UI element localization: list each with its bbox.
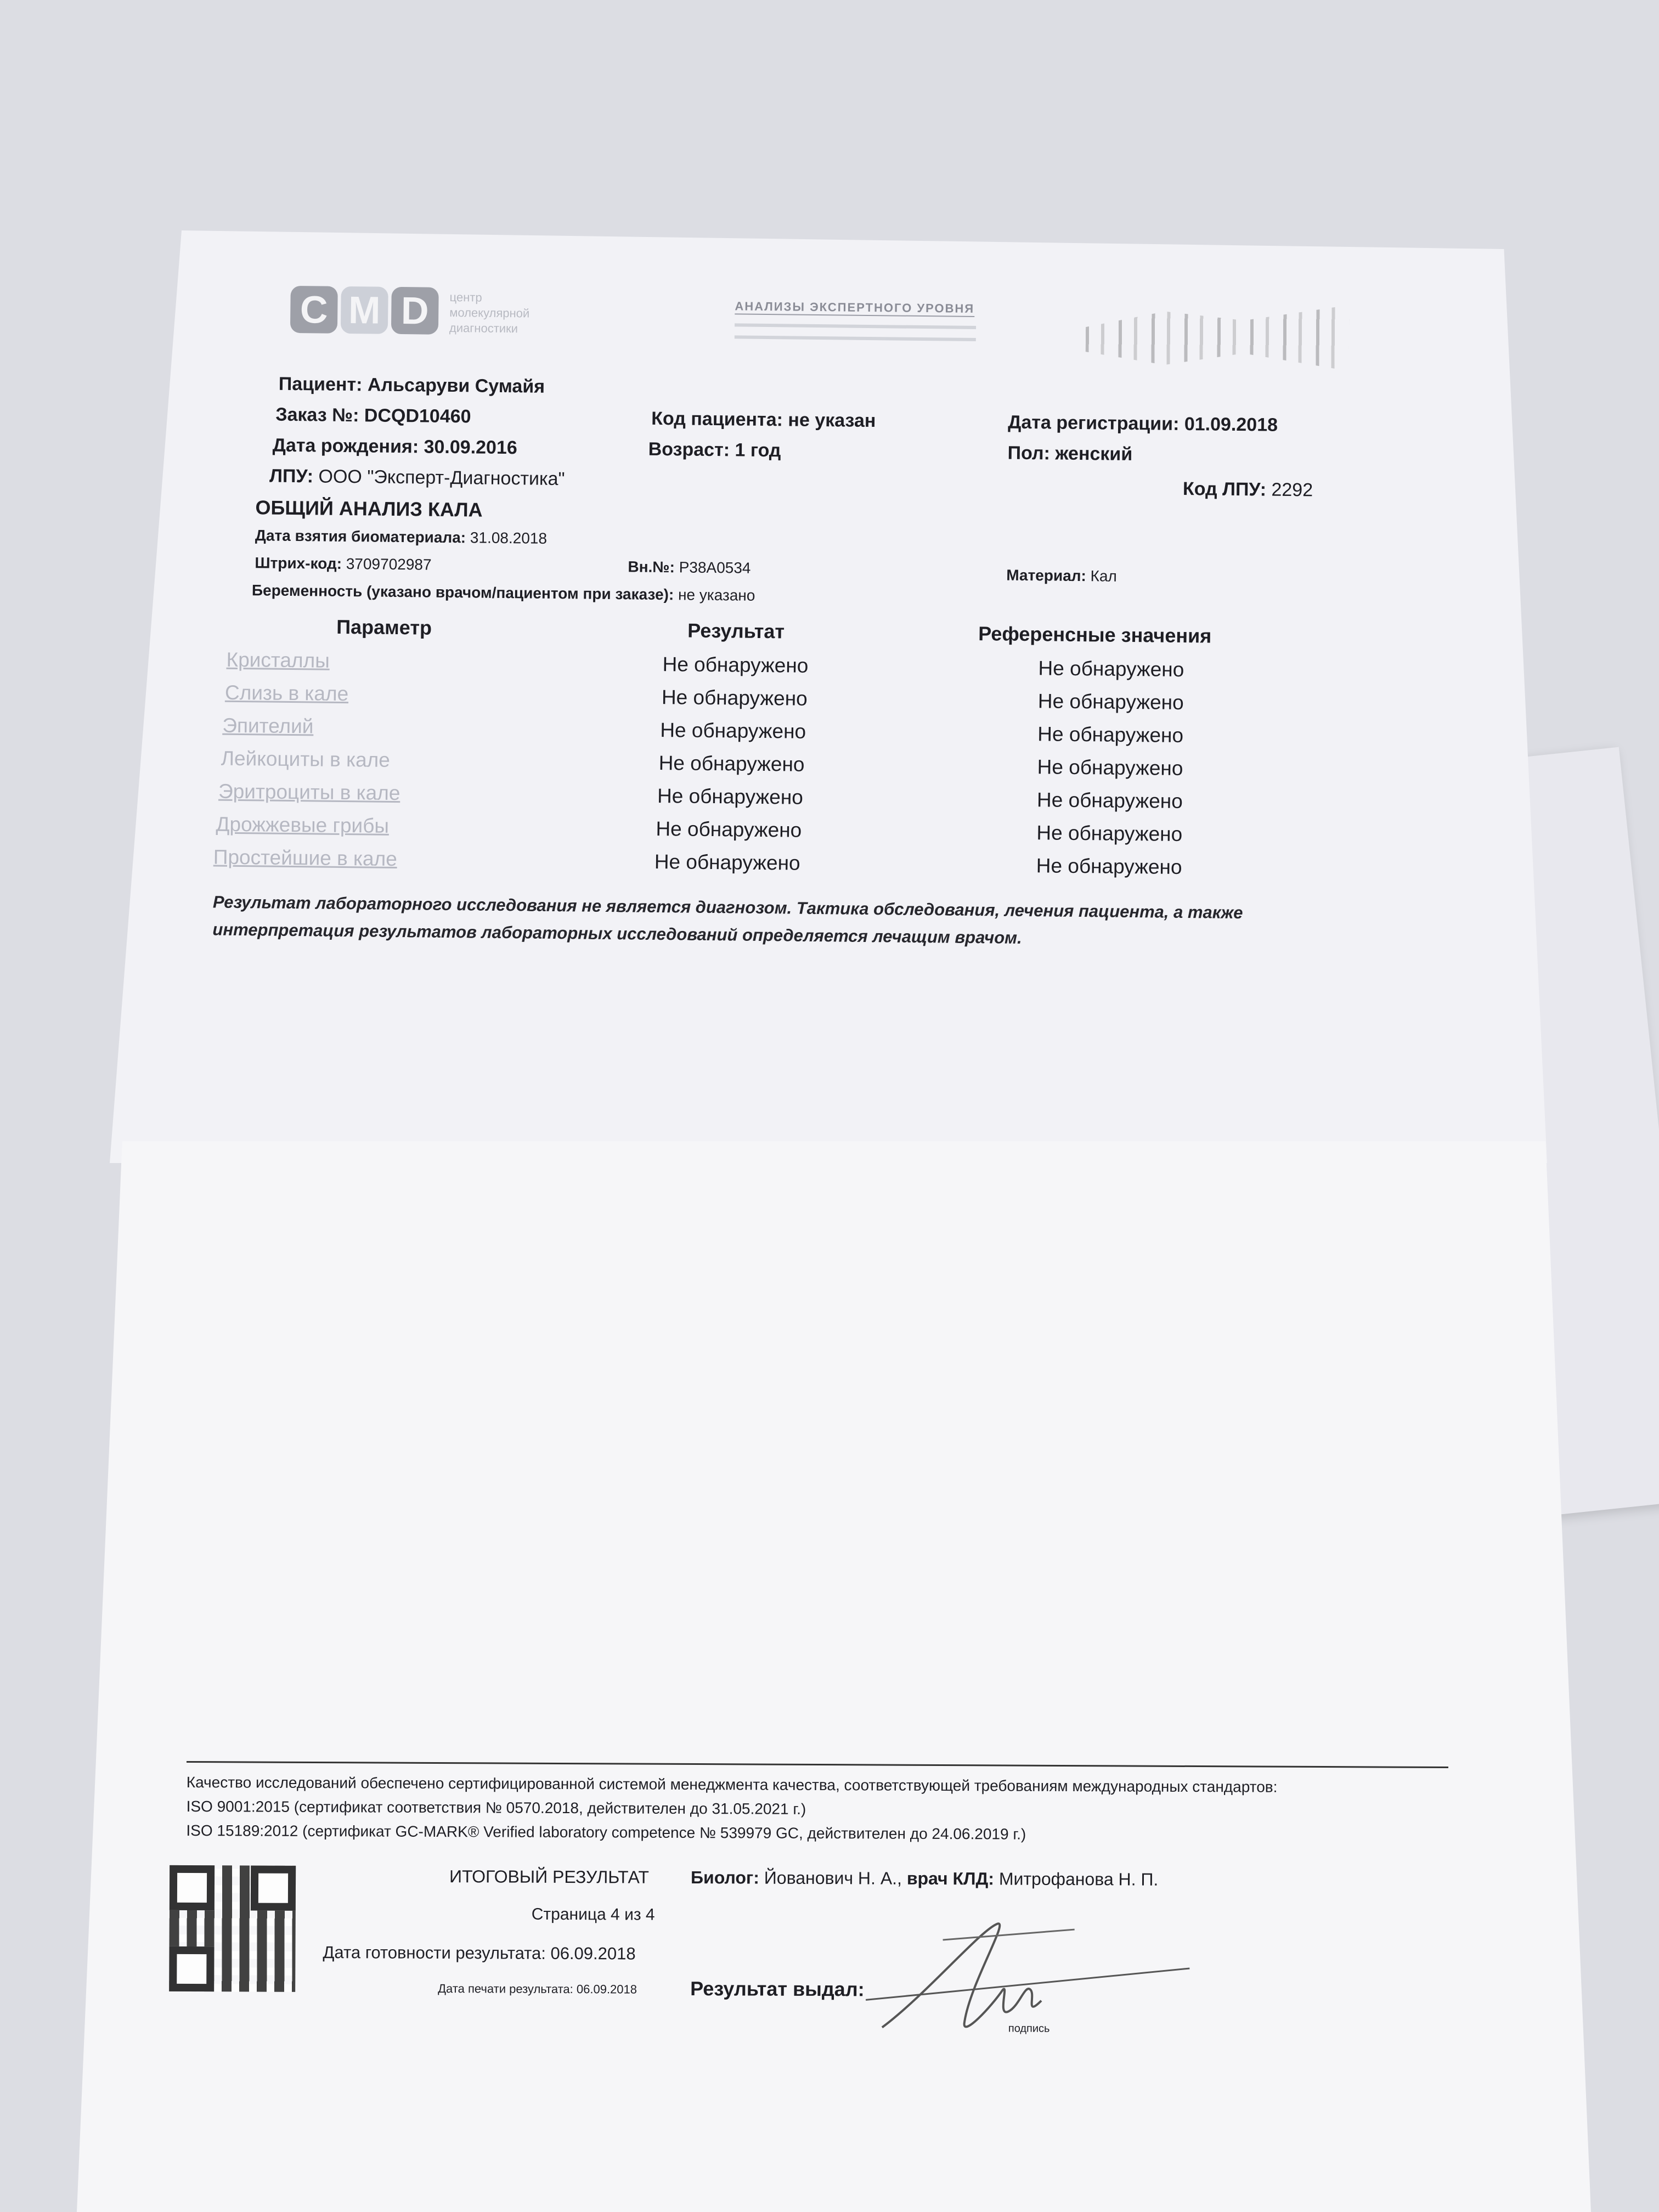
label: Дата рождения: — [272, 435, 419, 458]
reference-value: Не обнаружено — [1038, 657, 1184, 681]
result-value: Не обнаружено — [662, 653, 809, 677]
quality-statement: Качество исследований обеспечено сертифицированной системой менеджмента качества, соответствующей требованиям международных стандартов: — [186, 1773, 1278, 1796]
signature-underline — [866, 1967, 1189, 2001]
qr-code — [169, 1865, 296, 1992]
print-date: Дата печати результата: 06.09.2018 — [438, 1982, 637, 1996]
reference-value: Не обнаружено — [1036, 821, 1183, 846]
column-header: Результат — [687, 619, 785, 643]
label: Код пациента: — [651, 408, 783, 431]
biologist-name: Йованович Н. А., — [764, 1867, 902, 1888]
internal-number: P38A0534 — [679, 558, 751, 577]
doctor-name: Митрофанова Н. П. — [998, 1869, 1159, 1889]
label: Биолог: — [691, 1867, 760, 1888]
lpu-name: ООО "Эксперт-Диагностика" — [318, 466, 565, 490]
cmd-logo — [290, 286, 439, 335]
logo-subtitle: центр молекулярной диагностики — [449, 290, 530, 336]
result-value: Не обнаружено — [656, 817, 802, 842]
sex: женский — [1055, 443, 1133, 465]
label: Пациент: — [278, 373, 363, 396]
material: Кал — [1090, 567, 1118, 585]
note-line: Результат лабораторного исследования не является диагнозом. Тактика обследования, лечения пациента, а также — [212, 892, 1243, 923]
iso-9001-line: ISO 9001:2015 (сертификат соответствия № 0570.2018, действителен до 31.05.2021 г.) — [186, 1797, 806, 1818]
page-number: Страница 4 из 4 — [531, 1905, 655, 1924]
logo-letter: C — [290, 286, 338, 334]
pregnancy-status: не указано — [678, 586, 755, 604]
parameter-link[interactable]: Эритроциты в кале — [218, 780, 400, 805]
patient-name: Альсаруви Сумайя — [367, 374, 545, 397]
logo-letter: D — [391, 287, 439, 335]
results-table — [213, 648, 1466, 891]
parameter-link[interactable]: Эпителий — [222, 714, 314, 738]
age: 1 год — [735, 439, 781, 461]
parameter-link[interactable]: Дрожжевые грибы — [216, 812, 390, 837]
iso-15189-line: ISO 15189:2012 (сертификат GC-MARK® Verified laboratory competence № 539979 GC, действителен до 24.06.2019 г.) — [186, 1821, 1026, 1843]
column-header: Параметр — [336, 615, 432, 639]
label: Штрих-код: — [255, 554, 342, 572]
parameter-link[interactable]: Кристаллы — [226, 648, 330, 672]
order-number: DCQD10460 — [364, 405, 471, 427]
ready-date: Дата готовности результата: 06.09.2018 — [323, 1943, 636, 1963]
label: Беременность (указано врачом/пациентом при заказе): — [251, 582, 674, 603]
lpu-code: 2292 — [1271, 479, 1313, 501]
registration-date: 01.09.2018 — [1184, 414, 1278, 436]
result-value: Не обнаружено — [658, 752, 805, 776]
report-header — [240, 274, 1470, 386]
label: Пол: — [1007, 442, 1051, 464]
reference-value: Не обнаружено — [1037, 755, 1183, 780]
birth-date: 30.09.2016 — [424, 436, 517, 459]
label: Вн.№: — [628, 558, 675, 576]
report-footer — [186, 1761, 1448, 2035]
label: Дата взятия биоматериала: — [255, 527, 466, 546]
sample-date: 31.08.2018 — [470, 529, 548, 547]
result-value: Не обнаружено — [660, 719, 806, 743]
result-value: Не обнаружено — [661, 686, 808, 710]
label: ЛПУ: — [269, 465, 314, 487]
barcode: 3709702987 — [346, 555, 432, 573]
signature-flourish — [943, 1929, 1075, 1940]
signature-caption: подпись — [1008, 2022, 1050, 2035]
lab-report — [212, 274, 1470, 956]
final-result-label: ИТОГОВЫЙ РЕЗУЛЬТАТ — [449, 1866, 650, 1887]
reference-value: Не обнаружено — [1037, 723, 1184, 747]
note-line: интерпретация результатов лабораторных исследований определяется лечащим врачом. — [212, 919, 1022, 947]
result-value: Не обнаружено — [654, 850, 800, 874]
reference-value: Не обнаружено — [1037, 690, 1184, 714]
parameter-link[interactable]: Простейшие в кале — [213, 845, 397, 871]
reference-value: Не обнаружено — [1036, 854, 1182, 879]
patient-code: не указан — [788, 409, 876, 432]
slogan-fine-print — [735, 323, 976, 350]
label: Материал: — [1006, 566, 1087, 585]
stamp-graphic — [1085, 294, 1350, 379]
sheet-lower-half — [77, 1141, 1591, 2212]
issued-by-label: Результат выдал: — [690, 1977, 865, 2001]
label: врач КЛД: — [906, 1868, 995, 1889]
label: Дата регистрации: — [1008, 411, 1180, 435]
reference-value: Не обнаружено — [1036, 788, 1183, 813]
header-slogan: АНАЛИЗЫ ЭКСПЕРТНОГО УРОВНЯ — [735, 299, 974, 317]
parameter-link[interactable]: Слизь в кале — [224, 681, 349, 706]
label: Возраст: — [648, 438, 730, 461]
test-title: ОБЩИЙ АНАЛИЗ КАЛА — [255, 496, 483, 521]
label: Код ЛПУ: — [1182, 478, 1267, 500]
parameter-link[interactable]: Лейкоциты в кале — [221, 747, 391, 771]
column-header: Референсные значения — [978, 622, 1212, 647]
label: Заказ №: — [275, 404, 359, 426]
result-value: Не обнаружено — [657, 784, 804, 809]
logo-letter: M — [341, 286, 388, 334]
